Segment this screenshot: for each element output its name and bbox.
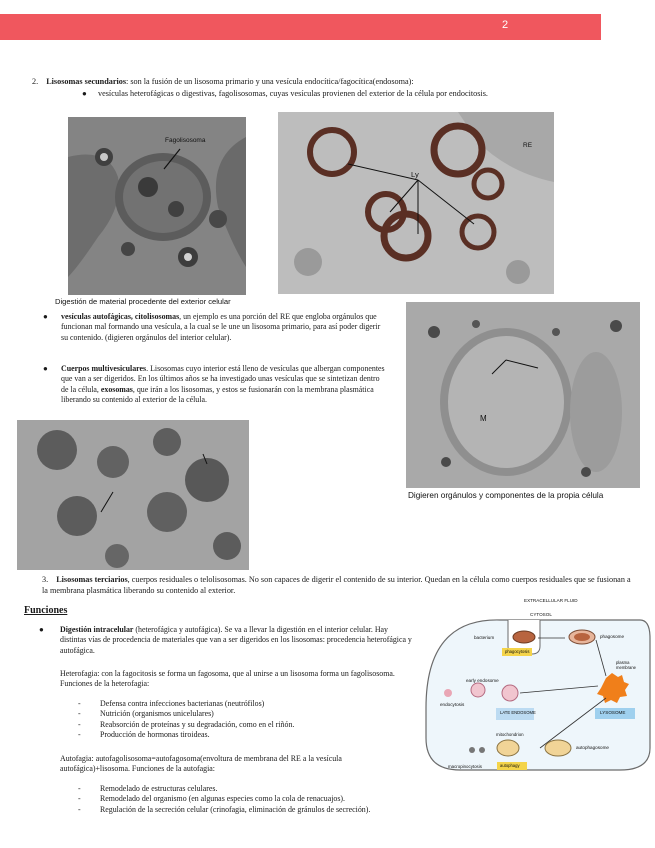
bullet-icon: ●	[43, 364, 48, 373]
bullet-icon: ●	[39, 625, 44, 634]
list-item: - Reabsorción de proteínas y su degradación, como en el riñón.	[78, 719, 295, 729]
page-number: 2	[502, 19, 509, 31]
section-2-title: Lisosomas secundarios	[46, 77, 127, 86]
fig2-label-ly: Ly	[411, 170, 419, 179]
multi-text-a: . Lisosomas cuyo interior está lleno de vesículas que albergan componentes que van a ser digeridos. En los últimos años se ha investigado unas vesículas que se sintetizan dentro de la célula,	[61, 364, 385, 394]
section-2-number: 2.	[32, 77, 39, 86]
list-item: - Remodelado de estructuras celulares.	[78, 784, 218, 793]
section-2	[32, 77, 632, 88]
label-mitochondrion: mitochondrion	[496, 732, 524, 737]
label-late-endosome: LATE ENDOSOME	[500, 710, 536, 715]
micrograph-lysosomes	[278, 112, 554, 294]
digestion-intracelular	[60, 625, 412, 656]
header-bar	[0, 14, 601, 40]
list-item: - Remodelado del organismo (en algunas especies como la cola de renacuajos).	[78, 794, 346, 804]
label-lysosome: LYSOSOME	[600, 710, 626, 715]
list-item: - Producción de hormonas tiroideas.	[78, 730, 210, 740]
autofagia-list	[78, 784, 498, 815]
label-phagocytosis: phagocytosis	[505, 649, 530, 654]
label-plasma-membrane: plasma membrane	[616, 660, 637, 670]
list-item: - Nutrición (organismos unicelulares)	[78, 709, 214, 719]
lysosome-pathways-diagram	[420, 598, 652, 774]
autofagicas-title: vesículas autofágicas, citolisosomas	[61, 312, 180, 321]
label-endocytosis: endocytosis	[440, 702, 465, 707]
label-cytosol: CYTOSOL	[530, 612, 552, 617]
label-extracellular: EXTRACELLULAR FLUID	[524, 598, 578, 603]
label-phagosome: phagosome	[600, 634, 625, 639]
fig3-caption: Digieren orgánulos y componentes de la propia célula	[408, 491, 604, 500]
label-autophagosome: autophagosome	[576, 745, 609, 750]
multi-exosomas: exosomas	[100, 384, 133, 394]
list-item: - Defensa contra infecciones bacterianas (neutrófilos)	[78, 699, 265, 708]
intra-title: Digestión intracelular	[60, 625, 134, 634]
micrograph-multivesicular	[17, 420, 249, 570]
autofagia-intro: Autofagia: autofagolisosoma=autofagosoma(envoltura de membrana del RE a la vesícula autofágica)+lisosoma. Funciones de la autofagia:	[60, 754, 342, 774]
section-3-number: 3.	[42, 575, 49, 584]
item-multivesiculares	[61, 364, 389, 406]
multi-title: Cuerpos multivesiculares	[61, 364, 147, 373]
label-autophagy: autophagy	[500, 763, 520, 768]
label-bacterium: bacterium	[474, 635, 495, 640]
autofagicas-text: , un ejemplo es una porción del RE que engloba orgánulos que funcionan mal formando una vesícula, a la cual se le une un lisosoma primario, para así poder digerir su contenido. (digieren orgánulos del interior celular).	[61, 312, 381, 342]
micrograph-fagolisosoma	[68, 117, 246, 295]
fig3-label-m: M	[480, 414, 487, 423]
section-2-bullet: vesículas heterofágicas o digestivas, fagolisosomas, cuyas vesículas provienen del exterior de la célula por endocitosis.	[98, 89, 488, 98]
multi-text-b: , que irán a los lisosomas, y estos se fusionarán con la membrana plasmática liberando su contenido al exterior de la célula.	[61, 384, 374, 405]
fig1-label: Fagolisosoma	[165, 137, 206, 144]
fig1-caption: Digestión de material procedente del exterior celular	[55, 297, 231, 306]
heterofagia-list	[78, 699, 418, 741]
micrograph-autophagy	[406, 302, 640, 488]
section-3-title: Lisosomas terciarios	[56, 575, 128, 584]
funciones-heading: Funciones	[24, 605, 68, 616]
fig2-label-re: RE	[523, 142, 533, 149]
label-macropinocytosis: macropinocytosis	[448, 764, 482, 769]
label-early-endosome: early endosome	[466, 678, 499, 683]
heterofagia-intro: Heterofagia: con la fagocitosis se forma un fagosoma, que al unirse a un lisosoma forma un fagolisosoma. Funciones de la heterofagia:	[60, 669, 395, 689]
intra-text: (heterofágica y autofágica). Se va a llevar la digestión en el interior celular. Hay distintas vías de procedencia de materiales que van a ser digeridos en los lisosomas: procedencia heterofágica y autofágica.	[60, 625, 412, 655]
section-3	[42, 575, 634, 596]
bullet-icon: ●	[43, 312, 48, 321]
section-3-text: , cuerpos residuales o telolisosomas. No son capaces de digerir el contenido de su interior. Quedan en la célula como cuerpos residuales que se fusionan a la membrana plasmática liberando su contenido al exterior.	[42, 575, 631, 595]
item-autofagicas	[61, 312, 387, 343]
bullet-icon: ●	[82, 89, 87, 98]
section-2-text: : son la fusión de un lisosoma primario y una vesícula endocítica/fagocítica(endosoma):	[126, 77, 414, 86]
list-item: - Regulación de la secreción celular (crinofagia, eliminación de gránulos de secreción).	[78, 804, 371, 814]
